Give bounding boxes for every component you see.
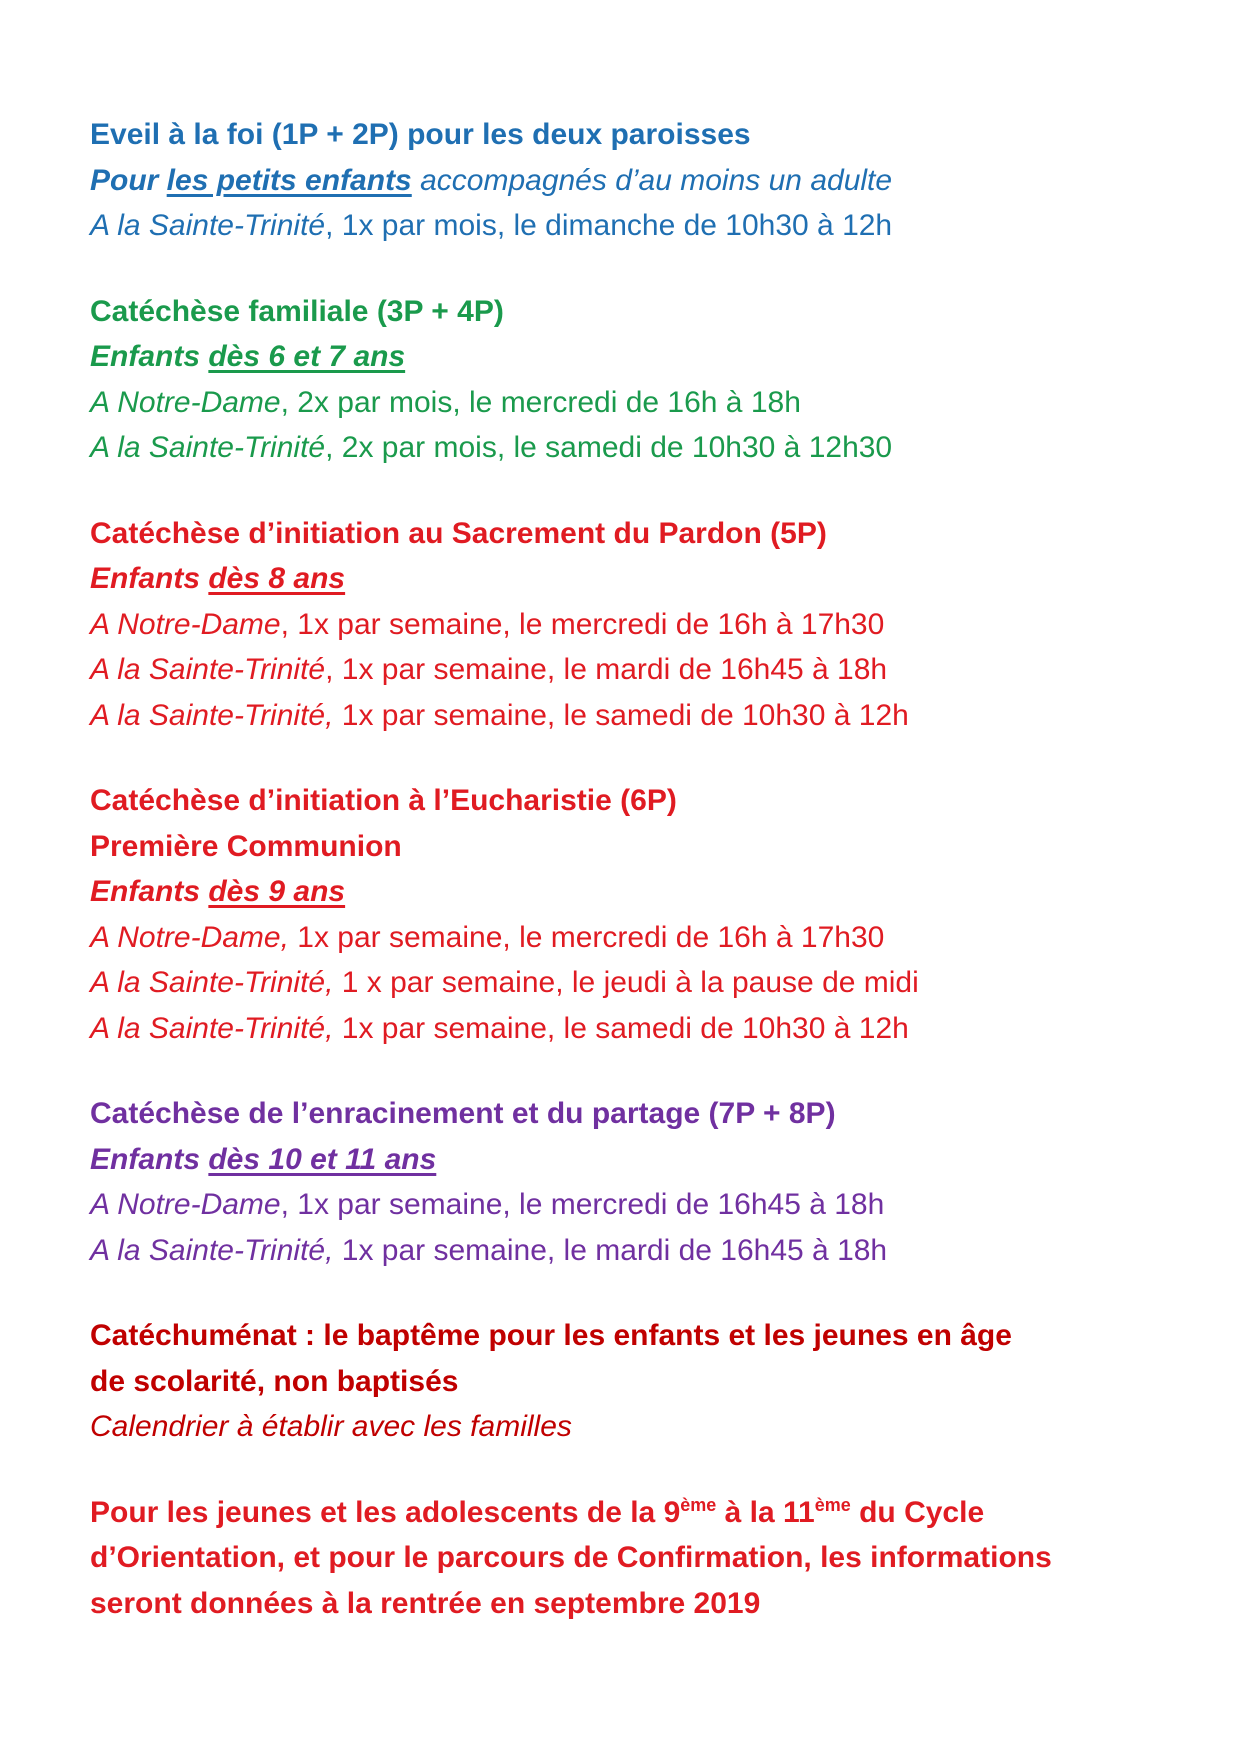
schedule-place: A Notre-Dame	[90, 1188, 281, 1221]
audience-emphasis: dès 9 ans	[208, 875, 346, 908]
info-text: du Cycle	[850, 1495, 985, 1529]
audience-prefix: Enfants	[90, 340, 209, 373]
section-title: Eveil à la foi (1P + 2P) pour les deux paroisses	[90, 118, 751, 151]
schedule-line	[90, 1006, 1200, 1052]
schedule-line	[90, 960, 1200, 1006]
info-line-2: d’Orientation, et pour le parcours de Confirmation, les informations	[90, 1541, 1052, 1574]
schedule-line	[90, 602, 1200, 648]
audience-line	[90, 556, 1200, 602]
section-enracinement	[90, 1091, 1200, 1273]
audience-prefix: Enfants	[90, 875, 209, 908]
audience-line	[90, 334, 1200, 380]
info-text: Pour les jeunes et les adolescents de la 9	[90, 1495, 681, 1529]
audience-emphasis: dès 8 ans	[208, 562, 346, 595]
schedule-details: , 1x par semaine, le mardi de 16h45 à 18h	[325, 653, 888, 686]
section-note: Calendrier à établir avec les familles	[90, 1410, 572, 1443]
schedule-line	[90, 915, 1200, 961]
schedule-place: A Notre-Dame	[90, 385, 281, 419]
section-title: Catéchèse familiale (3P + 4P)	[90, 294, 504, 328]
audience-emphasis: dès 10 et 11 ans	[208, 1142, 437, 1176]
schedule-line	[90, 425, 1200, 471]
section-adolescents	[90, 1490, 1200, 1627]
info-line-3: seront données à la rentrée en septembre 2019	[90, 1586, 761, 1620]
schedule-line	[90, 647, 1200, 693]
schedule-place: A la Sainte-Trinité	[90, 431, 326, 464]
schedule-line	[90, 1228, 1200, 1274]
schedule-details: 1x par semaine, le mardi de 16h45 à 18h	[333, 1233, 888, 1267]
section-title: Catéchèse d’initiation à l’Eucharistie (6P)	[90, 784, 677, 817]
section-catechese-familiale	[90, 289, 1200, 471]
schedule-details: , 1x par mois, le dimanche de 10h30 à 12h	[325, 209, 893, 242]
schedule-line	[90, 380, 1200, 426]
section-title: Catéchèse d’initiation au Sacrement du Pardon (5P)	[90, 516, 827, 550]
schedule-details: 1 x par semaine, le jeudi à la pause de midi	[333, 966, 919, 999]
schedule-place: A la Sainte-Trinité,	[90, 1233, 334, 1267]
audience-prefix: Pour	[90, 163, 167, 197]
audience-prefix: Enfants	[90, 1142, 209, 1176]
schedule-details: , 1x par semaine, le mercredi de 16h45 à 18h	[280, 1188, 885, 1221]
info-text: à la 11	[716, 1495, 815, 1529]
section-eucharistie	[90, 778, 1200, 1051]
schedule-details: 1x par semaine, le mercredi de 16h à 17h30	[288, 920, 885, 954]
schedule-details: , 1x par semaine, le mercredi de 16h à 17h30	[280, 607, 885, 641]
schedule-line	[90, 1182, 1200, 1228]
section-title-line-2: de scolarité, non baptisés	[90, 1364, 459, 1398]
audience-emphasis: dès 6 et 7 ans	[208, 340, 406, 373]
schedule-details: , 2x par mois, le mercredi de 16h à 18h	[280, 385, 801, 419]
section-eveil-foi	[90, 112, 1200, 249]
audience-line	[90, 158, 1200, 204]
section-pardon	[90, 511, 1200, 739]
schedule-place: A Notre-Dame,	[90, 920, 289, 954]
schedule-place: A la Sainte-Trinité,	[90, 698, 334, 732]
section-title: Catéchèse de l’enracinement et du partage (7P + 8P)	[90, 1097, 836, 1130]
section-title-line-1: Catéchuménat : le baptême pour les enfants et les jeunes en âge	[90, 1319, 1012, 1352]
document-content	[90, 112, 1200, 1626]
audience-line	[90, 869, 1200, 915]
audience-line	[90, 1137, 1200, 1183]
schedule-place: A la Sainte-Trinité,	[90, 966, 334, 999]
audience-emphasis: les petits enfants	[166, 163, 412, 197]
info-line-1	[90, 1490, 1200, 1536]
schedule-place: A la Sainte-Trinité	[90, 653, 326, 686]
schedule-details: , 2x par mois, le samedi de 10h30 à 12h30	[325, 431, 893, 464]
schedule-details: 1x par semaine, le samedi de 10h30 à 12h	[333, 698, 909, 732]
schedule-details: 1x par semaine, le samedi de 10h30 à 12h	[333, 1011, 909, 1045]
schedule-place: A Notre-Dame	[90, 607, 281, 641]
section-subtitle: Première Communion	[90, 829, 402, 863]
schedule-place: A la Sainte-Trinité,	[90, 1011, 334, 1045]
audience-prefix: Enfants	[90, 562, 209, 595]
schedule-line	[90, 203, 1200, 249]
schedule-place: A la Sainte-Trinité	[90, 209, 326, 242]
ordinal-suffix: ème	[814, 1494, 851, 1515]
ordinal-suffix: ème	[680, 1494, 717, 1515]
section-catechumenat	[90, 1313, 1200, 1450]
schedule-line	[90, 693, 1200, 739]
audience-suffix: accompagnés d’au moins un adulte	[411, 163, 893, 197]
